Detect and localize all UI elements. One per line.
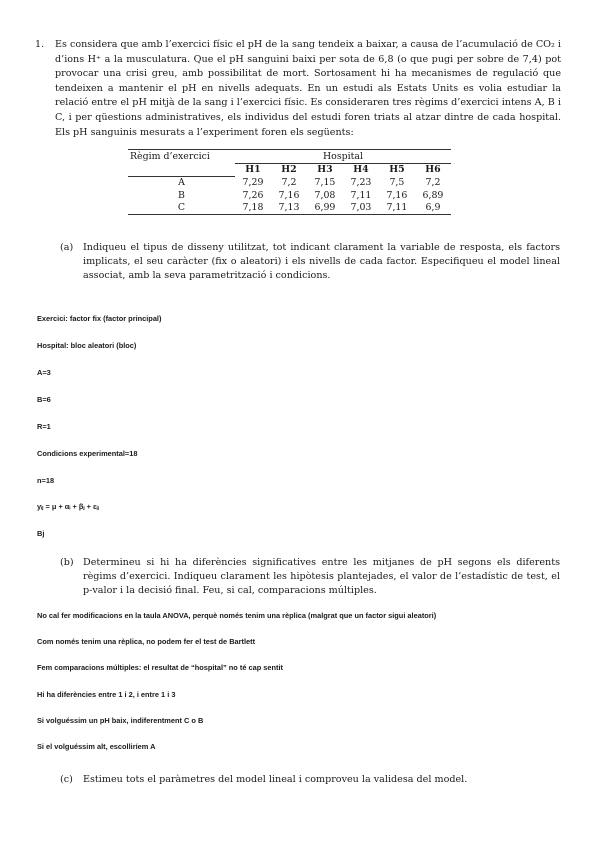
- part-a-answer: Hospital: bloc aleatori (bloc): [37, 341, 137, 350]
- part-b-answer: Si el volguéssim alt, escolliríem A: [37, 742, 156, 751]
- column-header: H6: [425, 164, 441, 176]
- part-b-answer: Fem comparacions múltiples: el resultat de “hospital” no té cap sentit: [37, 663, 283, 672]
- table-cell: 7,18: [235, 202, 271, 215]
- table-cell: 7,11: [350, 189, 372, 201]
- part-a-label: (a): [60, 242, 74, 253]
- part-a-answer: A=3: [37, 368, 51, 377]
- question-text: Es considera que amb l’exercici físic el pH de la sang tendeix a baixar, a causa de l’acumulació de CO₂ i d’ions H⁺ a la musculatura. Que el pH sanguini baixi per sota de 6,8 (o que pugi per sobre de 7,4) pot provocar una crisi greu, amb possibilitat de mort. Sortosament hi ha mecanismes de regulació que tendeixen a mantenir el pH en nivells adequats. En un estudi als Estats Units es volia estudiar la relació entre el pH mitjà de la sang i l’exercici físic. Es consideraren tres règims d’exercici intens A, B i C, i per qüestions administratives, els individus del estudi foren triats al atzar dintre de cada hospital. Els pH sanguinis mesurats a l’experiment foren els següents:: [55, 39, 561, 138]
- table-cell: 7,2: [425, 177, 441, 188]
- table-cell: 7,15: [314, 177, 336, 188]
- part-a-answer: Condicions experimental=18: [37, 449, 138, 458]
- table-cell: 7,16: [278, 189, 300, 201]
- table-cell: 7,26: [242, 189, 264, 201]
- row-label: C: [128, 202, 235, 215]
- table-cell: 7,23: [350, 177, 372, 188]
- column-header: H2: [281, 164, 297, 176]
- part-b-question: [60, 556, 560, 599]
- table-row: [128, 202, 451, 215]
- part-a-question: [60, 241, 560, 284]
- table-row: [128, 189, 451, 202]
- column-header: H3: [317, 164, 333, 176]
- part-a-answer: R=1: [37, 422, 51, 431]
- table-cell: 6,89: [422, 189, 444, 201]
- part-a-answer: Bj: [37, 529, 45, 538]
- part-b-answer: Com només tenim una rèplica, no podem fer el test de Bartlett: [37, 637, 256, 646]
- column-header: H1: [245, 164, 261, 176]
- column-header: H4: [353, 164, 369, 176]
- table-cell: 7,13: [271, 202, 307, 215]
- part-b-label: (b): [60, 557, 74, 568]
- part-a-answer: Exercici: factor fix (factor principal): [37, 314, 162, 323]
- table-cell: 6,9: [415, 202, 451, 215]
- table-cell: 7,11: [379, 202, 415, 215]
- part-a-answer: n=18: [37, 476, 55, 485]
- part-c-text: Estimeu tots el paràmetres del model lineal i comproveu la validesa del model.: [83, 774, 468, 785]
- row-label: A: [178, 177, 185, 189]
- part-c-label: (c): [60, 774, 73, 785]
- table-cell: 7,03: [343, 202, 379, 215]
- part-b-answer: No cal fer modificacions en la taula ANOVA, perquè només tenim una rèplica (malgrat que un factor sigui aleatori): [37, 611, 437, 620]
- part-a-answer: B=6: [37, 395, 51, 404]
- model-equation: yᵢⱼ = μ + αᵢ + βⱼ + εᵢⱼ: [37, 502, 99, 511]
- column-header: H5: [389, 164, 405, 176]
- question-number: 1.: [35, 39, 45, 50]
- regime-header: Règim d’exercici: [128, 150, 235, 164]
- table-cell: 6,99: [307, 202, 343, 215]
- part-b-answer: Si volguéssim un pH baix, indiferentment C o B: [37, 716, 204, 725]
- ph-data-table: [128, 149, 451, 215]
- part-c-question: [60, 773, 560, 787]
- part-a-text: Indiqueu el tipus de disseny utilitzat, tot indicant clarament la variable de resposta, els factors implicats, el seu caràcter (fix o aleatori) i els nivells de cada factor. Especifiqueu el model lineal associat, amb la seva parametrització i condicions.: [83, 242, 560, 282]
- question-1: [35, 38, 561, 140]
- table-cell: 7,08: [314, 189, 336, 201]
- part-b-answer: Hi ha diferències entre 1 i 2, i entre 1 i 3: [37, 690, 176, 699]
- part-b-text: Determineu si hi ha diferències significatives entre les mitjanes de pH segons els diferents règims d’exercici. Indiqueu clarament les hipòtesis plantejades, el valor de l’estadístic de test, el p-valor i la decisió final. Feu, si cal, comparacions múltiples.: [83, 557, 560, 597]
- table-cell: 7,5: [389, 177, 405, 188]
- row-label: B: [178, 189, 185, 201]
- table-cell: 7,29: [242, 177, 264, 188]
- table-cell: 7,2: [281, 177, 297, 188]
- table-cell: 7,16: [386, 189, 408, 201]
- table-row: [128, 176, 451, 189]
- hospital-header: Hospital: [235, 150, 451, 164]
